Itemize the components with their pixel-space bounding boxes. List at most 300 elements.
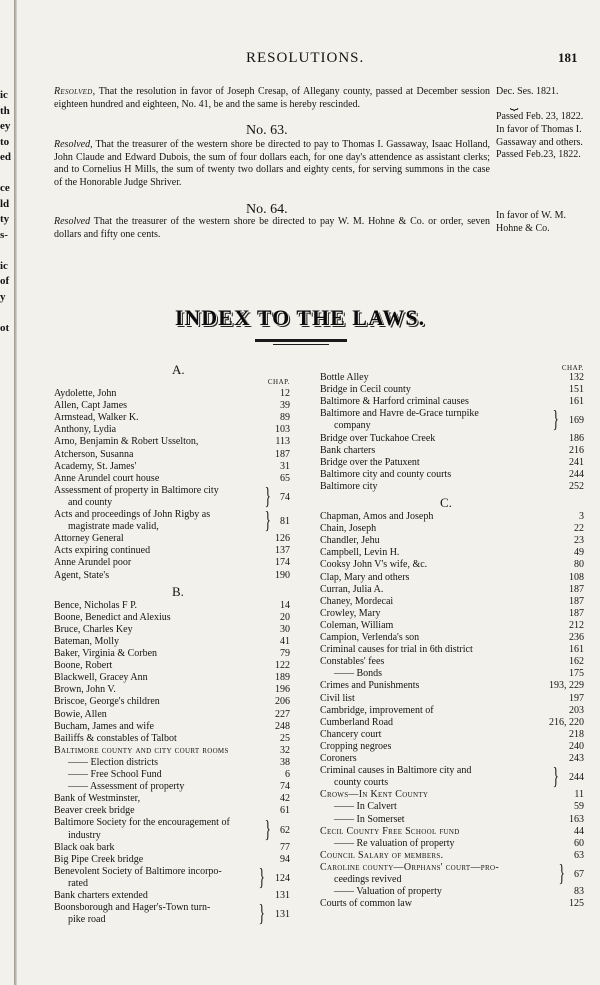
index-entry xyxy=(320,656,584,668)
resolution-lead: Resolved, xyxy=(54,139,93,150)
index-entry xyxy=(320,535,584,547)
index-entry xyxy=(54,570,290,582)
entry-chapter: 190 xyxy=(275,569,290,581)
entry-title: Crowley, Mary xyxy=(320,607,381,619)
entry-chapter: 252 xyxy=(569,480,584,492)
entry-chapter: 137 xyxy=(275,545,290,557)
entry-chapter: 197 xyxy=(569,692,584,704)
index-entry xyxy=(320,729,584,741)
entry-title: Attorney General xyxy=(54,533,124,545)
entry-chapter: 23 xyxy=(574,535,584,547)
entry-chapter: 132 xyxy=(569,372,584,383)
index-entry xyxy=(320,632,584,644)
entry-title: Criminal causes in Baltimore city and xyxy=(320,765,472,777)
resolution-number-64: No. 64. xyxy=(246,202,288,217)
entry-chapter: 196 xyxy=(275,684,290,696)
book-spine-shadow xyxy=(14,0,17,985)
entry-chapter: 151 xyxy=(569,384,584,396)
entry-chapter: 187 xyxy=(569,583,584,595)
chap-column-heading: CHAP. xyxy=(561,364,584,372)
index-entry xyxy=(54,660,290,672)
index-title-text: INDEX TO THE LAWS. xyxy=(174,305,426,330)
entry-chapter: 49 xyxy=(574,547,584,559)
brace-glyph: } xyxy=(552,407,559,434)
entry-title: —— Election districts xyxy=(68,756,158,768)
index-letter-c: C. xyxy=(440,495,452,510)
entry-chapter: 63 xyxy=(574,849,584,861)
entry-title: Bottle Alley xyxy=(320,372,369,383)
entry-title: Boone, Robert xyxy=(54,660,113,672)
entry-title: Coroners xyxy=(320,753,357,764)
entry-title: and county xyxy=(68,496,113,508)
index-entry xyxy=(320,772,584,789)
entry-title: Acts expiring continued xyxy=(54,545,151,557)
index-entry xyxy=(320,765,584,777)
entry-title: Crows—In Kent County xyxy=(320,789,429,801)
entry-chapter: 243 xyxy=(569,753,584,764)
entry-chapter: 236 xyxy=(569,632,584,643)
gutter-fragment: to xyxy=(0,135,10,148)
index-entry xyxy=(54,557,290,569)
entry-title: Baltimore county and city court rooms xyxy=(54,744,229,756)
entry-title: Bank charters extended xyxy=(54,890,148,901)
entry-chapter: 212 xyxy=(569,619,584,631)
index-entry xyxy=(54,636,290,648)
entry-title: Cumberland Road xyxy=(320,716,394,728)
entry-chapter: 30 xyxy=(280,623,290,635)
entry-chapter: 44 xyxy=(574,825,584,837)
index-entry xyxy=(320,838,584,850)
resolution-63 xyxy=(54,139,490,189)
resolution-text: That the treasurer of the western shore be directed to pay W. M. Hohne & Co. or order, seven dollars and fifty one cents. xyxy=(54,216,490,240)
entry-chapter: 227 xyxy=(275,708,290,720)
index-entry xyxy=(54,696,290,708)
index-entry xyxy=(320,415,584,432)
entry-chapter: 122 xyxy=(275,660,290,672)
index-entry xyxy=(320,511,584,523)
index-entry xyxy=(54,600,290,612)
index-entry xyxy=(54,461,290,473)
index-entry xyxy=(54,733,290,745)
entry-title: company xyxy=(334,420,371,432)
entry-chapter: 113 xyxy=(275,436,290,448)
gutter-fragment: ic xyxy=(0,89,8,101)
index-letter-a: A. xyxy=(172,362,185,377)
index-entry xyxy=(54,388,290,400)
entry-title: Cambridge, improvement of xyxy=(320,704,434,716)
resolution-lead: Resolved xyxy=(54,216,91,227)
entry-title: Agent, State's xyxy=(54,569,110,581)
entry-chapter: 25 xyxy=(280,732,290,744)
entry-title: Benevolent Society of Baltimore incorpo- xyxy=(54,865,222,877)
margin-note-64 xyxy=(496,210,592,235)
entry-title: —— In Calvert xyxy=(334,801,397,813)
resolution-text: That the resolution in favor of Joseph Cresap, of Allegany county, passed at December session eighteen hundred and eighteen, No. 41, be and the same is hereby rescinded. xyxy=(54,86,490,110)
entry-title: Campbell, Levin H. xyxy=(320,547,400,559)
index-entry xyxy=(54,412,290,424)
index-entry xyxy=(320,584,584,596)
entry-chapter: 206 xyxy=(275,696,290,708)
entry-chapter: 244 xyxy=(569,772,584,784)
index-entry xyxy=(54,485,290,497)
index-entry xyxy=(320,789,584,801)
entry-chapter: 126 xyxy=(275,533,290,545)
resolution-lead: Resolved, xyxy=(54,86,96,97)
entry-chapter: 65 xyxy=(280,472,290,484)
entry-chapter: 203 xyxy=(569,704,584,716)
entry-title: Chancery court xyxy=(320,728,382,740)
entry-title: Curran, Julia A. xyxy=(320,583,384,595)
gutter-fragment: ld xyxy=(0,197,10,210)
index-entry xyxy=(54,516,290,533)
index-entry xyxy=(54,424,290,436)
entry-chapter: 162 xyxy=(569,656,584,668)
index-entry xyxy=(320,384,584,396)
index-entry xyxy=(54,545,290,557)
index-entry xyxy=(320,372,584,384)
entry-title: Bridge in Cecil county xyxy=(320,384,411,396)
entry-title: Baltimore and Havre de-Grace turnpike xyxy=(320,408,479,420)
index-entry xyxy=(320,886,584,898)
entry-chapter: 174 xyxy=(275,557,290,569)
index-entry xyxy=(320,481,584,493)
index-entry xyxy=(54,709,290,721)
entry-title: Chain, Joseph xyxy=(320,523,377,535)
index-entry xyxy=(320,753,584,765)
index-entry xyxy=(54,854,290,866)
gutter-fragment: ed xyxy=(0,151,11,163)
index-entry xyxy=(54,648,290,660)
entry-title: Allen, Capt James xyxy=(54,400,128,412)
entry-title: Cooksy John V's wife, &c. xyxy=(320,559,428,571)
page-title: RESOLUTIONS. xyxy=(246,50,365,66)
entry-title: pike road xyxy=(68,914,106,926)
index-entry xyxy=(54,824,290,842)
gutter-fragment xyxy=(0,243,14,259)
gutter-fragment: th xyxy=(0,104,10,117)
entry-title: Crimes and Punishments xyxy=(320,680,420,692)
title-rule xyxy=(255,339,347,342)
entry-title: magistrate made valid, xyxy=(68,521,159,533)
entry-chapter: 108 xyxy=(569,571,584,583)
index-entry xyxy=(54,684,290,696)
entry-chapter: 20 xyxy=(280,611,290,623)
entry-chapter: 77 xyxy=(280,841,290,853)
entry-title: Caroline county—Orphans' court—pro- xyxy=(320,861,499,873)
entry-title: Bruce, Charles Key xyxy=(54,623,133,635)
entry-title: Anthony, Lydia xyxy=(54,424,117,436)
entry-chapter: 169 xyxy=(569,415,584,427)
entry-title: Black oak bark xyxy=(54,841,115,853)
entry-chapter: 187 xyxy=(275,448,290,460)
entry-title: Atcherson, Susanna xyxy=(54,448,134,460)
index-entry xyxy=(54,612,290,624)
index-entry xyxy=(320,862,584,874)
entry-title: Bateman, Molly xyxy=(54,635,119,647)
index-entry xyxy=(54,817,290,829)
index-letter-b: B. xyxy=(172,583,184,599)
entry-chapter: 193, 229 xyxy=(549,680,584,692)
entry-title: Chapman, Amos and Joseph xyxy=(320,511,434,522)
entry-chapter: 248 xyxy=(275,720,290,732)
entry-chapter: 80 xyxy=(574,559,584,571)
index-entry xyxy=(320,869,584,886)
entry-title: Bailiffs & constables of Talbot xyxy=(54,732,177,744)
entry-chapter: 74 xyxy=(280,491,290,503)
index-entry xyxy=(320,717,584,729)
brace-glyph: } xyxy=(264,483,271,510)
index-entry xyxy=(320,408,584,420)
entry-title: Armstead, Walker K. xyxy=(54,412,139,424)
entry-title: Brown, John V. xyxy=(54,684,116,696)
index-entry xyxy=(54,473,290,485)
gutter-fragment: ic xyxy=(0,259,8,272)
entry-title: Acts and proceedings of John Rigby as xyxy=(54,509,211,520)
index-column-left xyxy=(54,362,290,942)
entry-title: —— Re valuation of property xyxy=(334,837,455,849)
entry-title: Boonsborough and Hager's-Town turn- xyxy=(54,902,211,914)
running-header xyxy=(0,50,600,70)
index-entry xyxy=(320,572,584,584)
entry-chapter: 218 xyxy=(569,728,584,740)
entry-title: Aydolette, John xyxy=(54,388,117,399)
entry-chapter: 103 xyxy=(275,424,290,436)
gutter-fragment xyxy=(0,166,14,182)
gutter-fragment: ey xyxy=(0,120,11,132)
entry-chapter: 124 xyxy=(275,872,290,884)
entry-chapter: 59 xyxy=(574,801,584,813)
entry-chapter: 3 xyxy=(579,511,584,522)
entry-chapter: 241 xyxy=(569,456,584,468)
entry-title: Beaver creek bridge xyxy=(54,805,135,817)
brace-glyph: } xyxy=(258,901,265,928)
entry-title: Bridge over the Patuxent xyxy=(320,456,420,468)
entry-chapter: 94 xyxy=(280,853,290,865)
entry-chapter: 125 xyxy=(569,898,584,910)
entry-chapter: 216 xyxy=(569,444,584,456)
index-entry xyxy=(54,672,290,684)
entry-title: Courts of common law xyxy=(320,898,412,910)
entry-title: Clap, Mary and others xyxy=(320,571,410,583)
entry-title: Bridge over Tuckahoe Creek xyxy=(320,432,436,444)
margin-favor: In favor of Thomas I. Gassaway and others. xyxy=(496,124,583,148)
brace-glyph: } xyxy=(552,764,559,791)
entry-chapter: 186 xyxy=(569,432,584,444)
entry-chapter: 42 xyxy=(280,793,290,805)
resolution-cresap xyxy=(54,86,490,111)
index-entry xyxy=(320,668,584,680)
previous-page-gutter xyxy=(0,88,14,336)
index-entry xyxy=(320,559,584,571)
entry-chapter: 187 xyxy=(569,595,584,607)
entry-title: Coleman, William xyxy=(320,619,394,631)
margin-note-63 xyxy=(496,124,592,162)
entry-chapter: 38 xyxy=(280,756,290,768)
entry-title: Bowie, Allen xyxy=(54,708,107,720)
entry-chapter: 187 xyxy=(569,607,584,619)
entry-chapter: 61 xyxy=(280,805,290,817)
index-entry xyxy=(54,400,290,412)
gutter-fragment: s- xyxy=(0,228,8,241)
index-entry xyxy=(320,457,584,469)
entry-chapter: 161 xyxy=(569,396,584,408)
index-entry xyxy=(320,469,584,481)
entry-title: Big Pipe Creek bridge xyxy=(54,853,144,865)
margin-passed: Passed Feb.23, 1822. xyxy=(496,149,581,161)
index-entry xyxy=(320,644,584,656)
index-entry xyxy=(320,693,584,705)
entry-chapter: 74 xyxy=(280,781,290,793)
index-entry xyxy=(320,814,584,826)
entry-title: —— In Somerset xyxy=(334,813,405,825)
entry-title: Briscoe, George's children xyxy=(54,696,160,708)
index-entry xyxy=(54,805,290,817)
brace-glyph: } xyxy=(264,508,271,535)
entry-title: —— Bonds xyxy=(334,668,383,680)
entry-title: Bank of Westminster, xyxy=(54,793,141,805)
index-entry xyxy=(54,781,290,793)
index-entry xyxy=(54,721,290,733)
index-column-right xyxy=(320,362,584,942)
entry-title: Civil list xyxy=(320,692,355,704)
resolution-number-63: No. 63. xyxy=(246,123,288,138)
page-number: 181 xyxy=(558,50,578,65)
entry-title: ceedings revived xyxy=(334,874,402,885)
entry-title: Chandler, Jehu xyxy=(320,535,380,547)
index-entry xyxy=(54,890,290,902)
entry-title: —— Assessment of property xyxy=(68,781,185,793)
brace-glyph: } xyxy=(264,816,271,843)
entry-chapter: 131 xyxy=(275,909,290,921)
entry-chapter: 161 xyxy=(569,644,584,656)
entry-title: Bucham, James and wife xyxy=(54,720,154,732)
entry-title: Bank charters xyxy=(320,444,376,456)
entry-title: Academy, St. James' xyxy=(54,460,137,472)
resolution-64 xyxy=(54,216,490,241)
entry-chapter: 163 xyxy=(569,813,584,825)
gutter-fragment: ce xyxy=(0,182,10,194)
index-entry xyxy=(320,396,584,408)
index-entry xyxy=(54,909,290,926)
index-entry xyxy=(320,680,584,692)
entry-title: Cecil County Free School fund xyxy=(320,825,460,837)
entry-chapter: 83 xyxy=(574,886,584,898)
entry-chapter: 89 xyxy=(280,412,290,424)
entry-title: Anne Arundel poor xyxy=(54,557,132,569)
entry-chapter: 81 xyxy=(280,516,290,528)
entry-title: Campion, Verlenda's son xyxy=(320,632,420,643)
entry-chapter: 32 xyxy=(280,744,290,756)
entry-title: Chaney, Mordecai xyxy=(320,595,394,607)
index-entry xyxy=(54,449,290,461)
index-entry xyxy=(320,523,584,535)
entry-chapter: 14 xyxy=(280,599,290,611)
entry-title: Anne Arundel court house xyxy=(54,472,160,484)
entry-title: —— Free School Fund xyxy=(68,769,162,780)
index-entry xyxy=(320,741,584,753)
entry-title: Assessment of property in Baltimore city xyxy=(54,484,219,496)
resolution-text: That the treasurer of the western shore be directed to pay to Thomas I. Gassaway, Isaac Holland, John Claude and Edward Dubois, the sum of four dollars each, for one day's attendence as assistant clerks; and to Cornelius H Mills, the sum of twenty two dollars and eighty cents, for serving summons in the case of the Honorable Judge Shriver. xyxy=(54,139,490,188)
entry-chapter: 6 xyxy=(285,769,290,780)
entry-title: Boone, Benedict and Alexius xyxy=(54,611,171,623)
index-entry xyxy=(54,533,290,545)
entry-title: Baltimore & Harford criminal causes xyxy=(320,396,469,408)
entry-chapter: 79 xyxy=(280,648,290,659)
entry-chapter: 11 xyxy=(574,789,584,801)
index-entry xyxy=(320,801,584,813)
entry-chapter: 175 xyxy=(569,668,584,680)
entry-chapter: 31 xyxy=(280,460,290,472)
index-entry xyxy=(54,436,290,448)
index-entry xyxy=(320,433,584,445)
index-entry xyxy=(320,620,584,632)
entry-chapter: 216, 220 xyxy=(549,716,584,728)
entry-chapter: 131 xyxy=(275,890,290,901)
entry-chapter: 67 xyxy=(574,869,584,880)
index-entry xyxy=(320,826,584,838)
margin-session: Dec. Ses. 1821. xyxy=(496,86,559,97)
entry-chapter: 41 xyxy=(280,635,290,647)
index-entry xyxy=(54,757,290,769)
entry-title: Bence, Nicholas F P. xyxy=(54,599,138,611)
entry-title: Baltimore city and county courts xyxy=(320,468,452,480)
index-entry xyxy=(320,850,584,862)
margin-favor: In favor of W. M. Hohne & Co. xyxy=(496,210,566,234)
brace-glyph: } xyxy=(258,864,265,891)
entry-title: —— Valuation of property xyxy=(334,886,442,898)
brace-glyph: } xyxy=(558,861,565,887)
margin-flourish: ⏟ xyxy=(510,95,519,111)
index-entry xyxy=(54,793,290,805)
entry-title: Blackwell, Gracey Ann xyxy=(54,672,148,684)
index-entry xyxy=(54,491,290,509)
index-entry xyxy=(320,608,584,620)
gutter-fragment: ot xyxy=(0,321,10,334)
index-entry xyxy=(54,745,290,757)
index-entry xyxy=(54,866,290,878)
margin-passed: Passed Feb. 23, 1822. xyxy=(496,110,584,122)
entry-title: Council Salary of members. xyxy=(320,849,444,861)
index-entry xyxy=(320,705,584,717)
entry-chapter: 22 xyxy=(574,523,584,535)
index-entry xyxy=(54,842,290,854)
entry-chapter: 12 xyxy=(280,388,290,399)
entry-title: county courts xyxy=(334,777,389,789)
index-entry xyxy=(54,872,290,890)
entry-chapter: 62 xyxy=(280,824,290,836)
entry-title: Cropping negroes xyxy=(320,740,392,752)
index-entry xyxy=(54,624,290,636)
index-entry xyxy=(320,547,584,559)
index-entry xyxy=(320,596,584,608)
index-title xyxy=(0,305,600,331)
entry-title: Constables' fees xyxy=(320,656,385,668)
entry-chapter: 60 xyxy=(574,837,584,849)
entry-chapter: 39 xyxy=(280,400,290,412)
index-entry xyxy=(54,902,290,914)
margin-note-cresap xyxy=(496,86,592,123)
index-entry xyxy=(320,898,584,910)
index-entry xyxy=(54,509,290,521)
gutter-fragment: y xyxy=(0,290,6,303)
index-entry xyxy=(320,445,584,457)
entry-chapter: 244 xyxy=(569,468,584,480)
entry-title: industry xyxy=(68,829,101,841)
gutter-fragment: of xyxy=(0,275,10,287)
entry-title: Arno, Benjamin & Robert Usselton, xyxy=(54,436,199,448)
entry-title: Criminal causes for trial in 6th district xyxy=(320,644,473,656)
entry-title: Baltimore city xyxy=(320,480,378,492)
